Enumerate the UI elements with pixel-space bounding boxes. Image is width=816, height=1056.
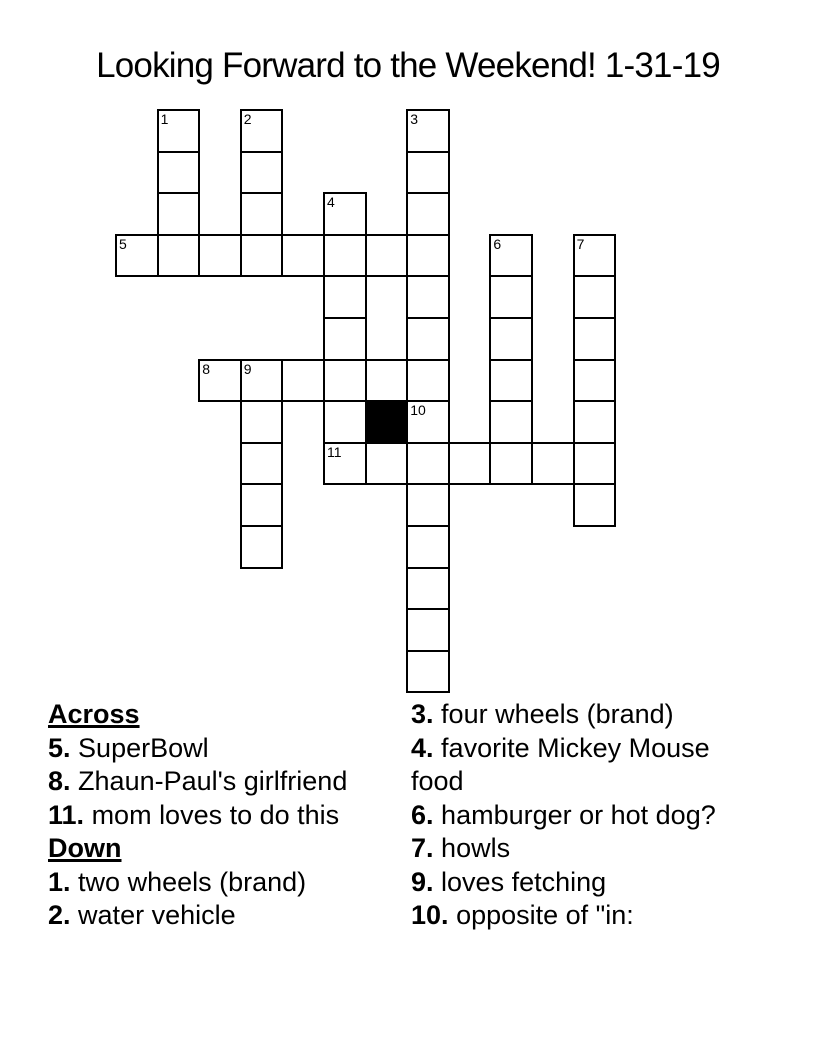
- clue-text: favorite Mickey Mouse food: [411, 732, 710, 796]
- grid-cell: [240, 442, 284, 486]
- clue-number: 8.: [48, 766, 71, 796]
- clue-text: two wheels (brand): [78, 866, 307, 897]
- grid-cell: [240, 359, 284, 403]
- grid-cell: [323, 317, 367, 361]
- grid-cell: [406, 275, 450, 319]
- cell-number: 7: [576, 235, 585, 252]
- cell-number: 4: [327, 194, 335, 211]
- clue-number: 6.: [411, 799, 434, 830]
- grid-cell: [406, 525, 450, 569]
- grid-cell: [406, 650, 450, 694]
- clue-text: loves fetching: [441, 866, 607, 897]
- clue: [48, 799, 400, 833]
- grid-cell: [406, 109, 450, 153]
- clue: [48, 732, 400, 766]
- down-heading: Down: [48, 833, 122, 863]
- grid-cell: [573, 359, 617, 403]
- clue-text: Zhaun-Paul's girlfriend: [78, 766, 348, 796]
- cell-number: 9: [243, 360, 252, 377]
- grid-cell: [323, 275, 367, 319]
- cell-number: 3: [410, 111, 418, 127]
- clue: [411, 832, 741, 866]
- grid-cell: [198, 359, 242, 403]
- grid-cell: [281, 234, 325, 278]
- grid-cell: [323, 234, 367, 278]
- cell-number: 2: [243, 111, 252, 127]
- grid-cell: [115, 234, 159, 278]
- clue: [411, 899, 741, 933]
- clue-number: 9.: [411, 866, 434, 897]
- clue: [48, 866, 400, 900]
- grid-cell: [531, 442, 575, 486]
- clue: [48, 765, 400, 799]
- cell-number: 1: [160, 111, 169, 127]
- grid-cell: [281, 359, 325, 403]
- grid-cell: [157, 109, 201, 153]
- cell-number: 11: [327, 443, 342, 460]
- clue: [48, 899, 400, 933]
- grid-cell: [240, 192, 284, 236]
- clue-text: opposite of "in:: [456, 900, 634, 930]
- grid-cell: [240, 400, 284, 444]
- grid-cell: [573, 442, 617, 486]
- grid-cell: [489, 317, 533, 361]
- grid-cell: [406, 151, 450, 195]
- clue-text: hamburger or hot dog?: [441, 799, 716, 830]
- grid-cell: [489, 442, 533, 486]
- page-title: Looking Forward to the Weekend! 1-31-19: [96, 46, 720, 85]
- grid-cell: [240, 234, 284, 278]
- cell-number: 6: [493, 235, 502, 252]
- grid-cell: [365, 442, 409, 486]
- grid-cell: [406, 234, 450, 278]
- grid-cell: [365, 359, 409, 403]
- grid-cell: [406, 317, 450, 361]
- clue-text: water vehicle: [78, 900, 236, 930]
- grid-cell: [323, 359, 367, 403]
- clue-number: 10.: [411, 900, 449, 930]
- grid-cell: [489, 400, 533, 444]
- clue-number: 3.: [411, 699, 434, 729]
- clue: [411, 732, 741, 799]
- clue: [411, 698, 741, 732]
- clues-left-column: [48, 698, 400, 933]
- cell-number: 10: [410, 402, 426, 419]
- clue-number: 5.: [48, 732, 71, 763]
- clue-number: 4.: [411, 732, 434, 763]
- clue-text: SuperBowl: [78, 732, 209, 763]
- grid-cell: [240, 525, 284, 569]
- clue-number: 7.: [411, 833, 434, 863]
- grid-cell: [406, 400, 450, 444]
- grid-cell: [240, 151, 284, 195]
- grid-cell: [573, 234, 617, 278]
- grid-cell: [406, 442, 450, 486]
- grid-cell: [406, 608, 450, 652]
- grid-cell: [573, 275, 617, 319]
- grid-cell: [323, 192, 367, 236]
- grid-cell: [489, 359, 533, 403]
- grid-cell: [157, 234, 201, 278]
- grid-cell: [573, 483, 617, 527]
- across-clues-list: [48, 732, 400, 833]
- cell-number: 5: [119, 235, 127, 252]
- clues-right-column: [411, 698, 741, 933]
- clue: [411, 866, 741, 900]
- grid-cell: [157, 192, 201, 236]
- across-heading: Across: [48, 699, 140, 729]
- clue-number: 2.: [48, 900, 71, 930]
- clue-number: 1.: [48, 866, 71, 897]
- clue-text: howls: [441, 833, 511, 863]
- down-clues-list-left: [48, 866, 400, 933]
- grid-cell: [406, 359, 450, 403]
- grid-cell: [406, 483, 450, 527]
- grid-cell: [489, 234, 533, 278]
- clue-text: four wheels (brand): [441, 699, 674, 729]
- grid-cell: [323, 442, 367, 486]
- grid-cell: [406, 567, 450, 611]
- grid-cell: [240, 109, 284, 153]
- grid-cell: [157, 151, 201, 195]
- grid-cell: [365, 234, 409, 278]
- grid-cell: [573, 317, 617, 361]
- grid-cell: [489, 275, 533, 319]
- grid-cell: [323, 400, 367, 444]
- cell-number: 8: [202, 360, 210, 377]
- grid-cell: [240, 483, 284, 527]
- clue: [411, 799, 741, 833]
- grid-cell: [406, 192, 450, 236]
- grid-cell: [198, 234, 242, 278]
- clue-text: mom loves to do this: [91, 799, 340, 830]
- black-cell: [365, 400, 409, 444]
- grid-cell: [448, 442, 492, 486]
- clue-number: 11.: [48, 799, 85, 830]
- grid-cell: [573, 400, 617, 444]
- down-clues-list-right: [411, 698, 741, 933]
